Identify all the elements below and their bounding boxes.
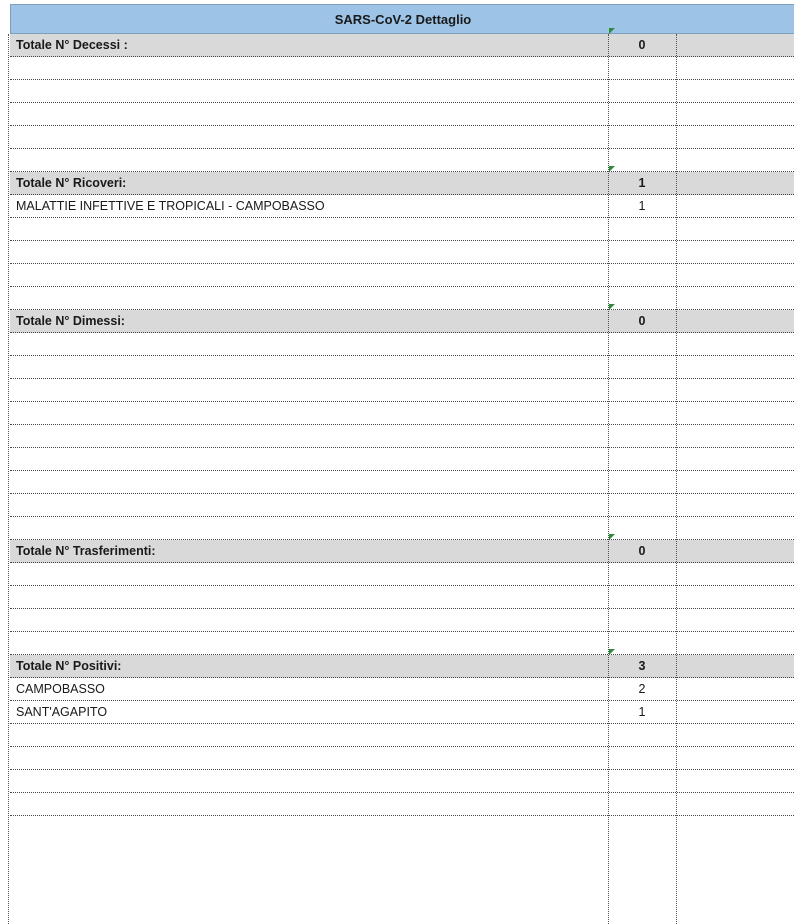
empty-cell[interactable] [10, 425, 608, 448]
empty-cell[interactable] [608, 80, 676, 103]
empty-cell[interactable] [608, 333, 676, 356]
comment-marker-icon [609, 28, 615, 34]
empty-cell[interactable] [10, 517, 608, 540]
empty-cell[interactable] [10, 264, 608, 287]
empty-cell[interactable] [676, 448, 794, 471]
empty-cell[interactable] [676, 103, 794, 126]
value-column-line [608, 34, 609, 924]
empty-cell[interactable] [676, 241, 794, 264]
empty-cell[interactable] [10, 57, 608, 80]
empty-cell[interactable] [676, 80, 794, 103]
empty-cell[interactable] [608, 609, 676, 632]
comment-marker-icon [609, 649, 615, 655]
empty-cell[interactable] [10, 632, 608, 655]
row-name-cell[interactable]: CAMPOBASSO [16, 682, 105, 696]
empty-cell[interactable] [676, 517, 794, 540]
row-value-cell[interactable]: 1 [638, 705, 646, 719]
comment-marker-icon [609, 304, 615, 310]
empty-cell[interactable] [608, 264, 676, 287]
empty-cell[interactable] [608, 632, 676, 655]
empty-cell[interactable] [608, 494, 676, 517]
empty-cell[interactable] [676, 471, 794, 494]
empty-cell[interactable] [10, 793, 608, 816]
empty-cell[interactable] [676, 218, 794, 241]
empty-cell[interactable] [608, 425, 676, 448]
empty-cell[interactable] [10, 609, 608, 632]
empty-cell[interactable] [676, 609, 794, 632]
empty-cell[interactable] [608, 747, 676, 770]
empty-cell[interactable] [10, 287, 608, 310]
empty-cell[interactable] [10, 586, 608, 609]
empty-cell[interactable] [676, 724, 794, 747]
empty-cell[interactable] [676, 701, 794, 724]
empty-cell[interactable] [676, 149, 794, 172]
sheet-title: SARS-CoV-2 Dettaglio [10, 4, 794, 34]
empty-cell[interactable] [608, 586, 676, 609]
empty-cell[interactable] [608, 402, 676, 425]
empty-cell[interactable] [676, 586, 794, 609]
section-header-label[interactable]: Totale N° Ricoveri: [16, 176, 127, 190]
row-value-cell[interactable]: 2 [638, 682, 646, 696]
empty-cell[interactable] [10, 379, 608, 402]
empty-cell[interactable] [10, 241, 608, 264]
empty-cell[interactable] [10, 747, 608, 770]
comment-marker-icon [609, 534, 615, 540]
section-total-value[interactable]: 0 [638, 38, 646, 52]
empty-cell[interactable] [608, 356, 676, 379]
empty-cell[interactable] [608, 241, 676, 264]
comment-marker-icon [609, 166, 615, 172]
empty-cell[interactable] [608, 103, 676, 126]
section-total-value[interactable]: 0 [638, 314, 646, 328]
empty-cell[interactable] [608, 126, 676, 149]
empty-cell[interactable] [608, 563, 676, 586]
empty-cell[interactable] [676, 287, 794, 310]
empty-cell[interactable] [608, 724, 676, 747]
empty-cell[interactable] [676, 379, 794, 402]
section-total-value[interactable]: 1 [638, 176, 646, 190]
empty-cell[interactable] [10, 448, 608, 471]
empty-cell[interactable] [676, 264, 794, 287]
empty-cell[interactable] [608, 517, 676, 540]
empty-cell[interactable] [676, 310, 794, 333]
empty-cell[interactable] [608, 57, 676, 80]
empty-cell[interactable] [608, 218, 676, 241]
empty-cell[interactable] [10, 149, 608, 172]
empty-cell[interactable] [676, 747, 794, 770]
empty-cell[interactable] [608, 471, 676, 494]
empty-cell[interactable] [608, 793, 676, 816]
empty-cell[interactable] [676, 770, 794, 793]
empty-cell[interactable] [676, 494, 794, 517]
left-border-line [8, 34, 9, 924]
empty-cell[interactable] [676, 678, 794, 701]
empty-cell[interactable] [676, 540, 794, 563]
row-name-cell[interactable]: MALATTIE INFETTIVE E TROPICALI - CAMPOBASSO [16, 199, 325, 213]
empty-cell[interactable] [10, 80, 608, 103]
empty-cell[interactable] [608, 448, 676, 471]
empty-cell[interactable] [676, 402, 794, 425]
row-value-cell[interactable]: 1 [638, 199, 646, 213]
empty-cell[interactable] [10, 126, 608, 149]
empty-cell[interactable] [10, 218, 608, 241]
empty-cell[interactable] [10, 103, 608, 126]
empty-cell[interactable] [676, 632, 794, 655]
empty-cell[interactable] [676, 333, 794, 356]
empty-cell[interactable] [10, 356, 608, 379]
empty-cell[interactable] [608, 770, 676, 793]
section-header-label[interactable]: Totale N° Trasferimenti: [16, 544, 156, 558]
empty-cell[interactable] [10, 724, 608, 747]
empty-cell[interactable] [676, 563, 794, 586]
empty-cell[interactable] [608, 287, 676, 310]
empty-cell[interactable] [10, 563, 608, 586]
section-total-value[interactable]: 3 [638, 659, 646, 673]
section-total-value[interactable]: 0 [638, 544, 646, 558]
section-header-label[interactable]: Totale N° Decessi : [16, 38, 128, 52]
empty-cell[interactable] [10, 402, 608, 425]
empty-cell[interactable] [10, 333, 608, 356]
empty-cell[interactable] [676, 57, 794, 80]
row-name-cell[interactable]: SANT'AGAPITO [16, 705, 108, 719]
empty-cell[interactable] [676, 195, 794, 218]
empty-cell[interactable] [608, 149, 676, 172]
empty-cell[interactable] [676, 425, 794, 448]
section-header-label[interactable]: Totale N° Positivi: [16, 659, 122, 673]
empty-cell[interactable] [608, 379, 676, 402]
section-header-label[interactable]: Totale N° Dimessi: [16, 314, 125, 328]
extra-column-line [676, 34, 677, 924]
empty-cell[interactable] [10, 494, 608, 517]
empty-cell[interactable] [10, 770, 608, 793]
empty-cell[interactable] [676, 126, 794, 149]
empty-cell[interactable] [676, 793, 794, 816]
empty-cell[interactable] [676, 655, 794, 678]
empty-cell[interactable] [10, 471, 608, 494]
empty-cell[interactable] [676, 172, 794, 195]
empty-cell[interactable] [676, 34, 794, 57]
empty-cell[interactable] [676, 356, 794, 379]
